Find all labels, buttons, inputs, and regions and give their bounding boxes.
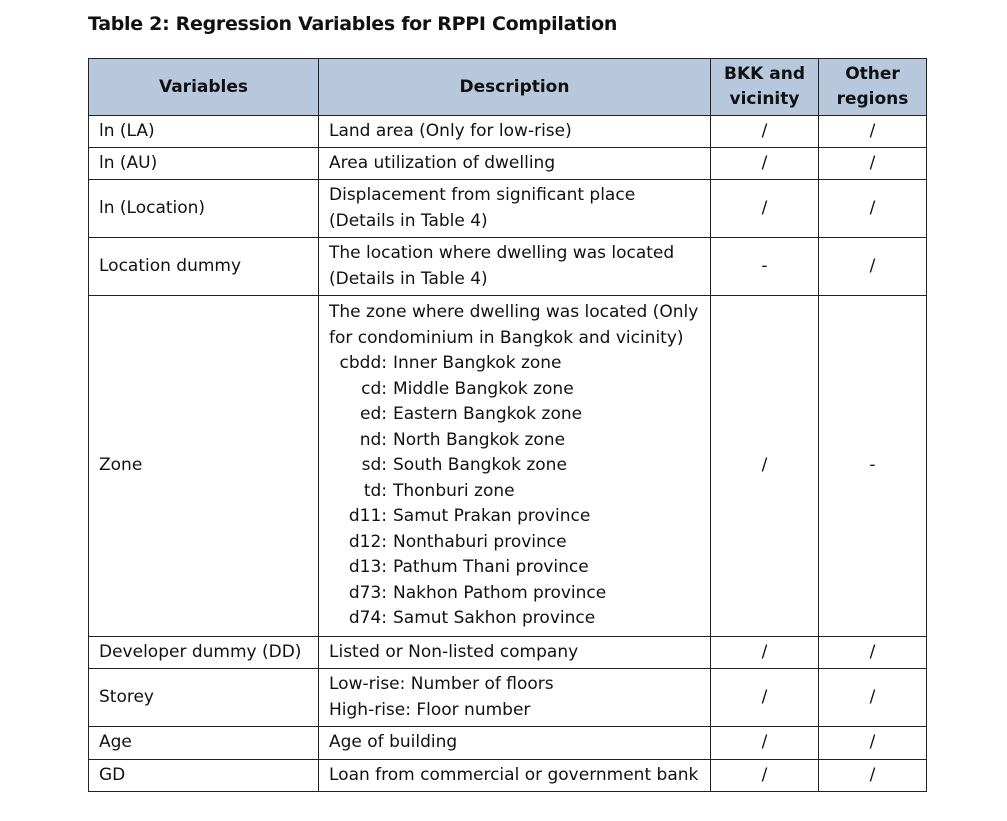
- zone-code: cbdd:: [339, 353, 387, 374]
- description-line: Loan from commercial or government bank: [329, 764, 699, 785]
- header-bkk-line1: BKK and: [724, 64, 805, 84]
- description-line: (Details in Table 4): [329, 210, 488, 231]
- description-cell: [319, 760, 711, 792]
- zone-item: [329, 453, 710, 479]
- zone-name: Nakhon Pathom province: [393, 582, 607, 603]
- zone-item: [329, 377, 710, 403]
- zone-item: [329, 504, 710, 530]
- bkk-mark: /: [711, 727, 819, 760]
- header-bkk-line2: vicinity: [729, 89, 800, 109]
- zone-name: Inner Bangkok zone: [393, 353, 562, 374]
- description-cell: [319, 238, 711, 296]
- other-mark: -: [819, 296, 927, 637]
- description-line: Listed or Non-listed company: [329, 641, 579, 662]
- bkk-mark: /: [711, 148, 819, 180]
- zone-code: td:: [363, 480, 387, 501]
- zone-name: Samut Prakan province: [393, 506, 591, 527]
- zone-item: [329, 530, 710, 556]
- variable-cell: Location dummy: [89, 238, 319, 296]
- table-row: [89, 296, 927, 637]
- description-line: Age of building: [329, 732, 458, 753]
- zone-code: d13:: [348, 557, 387, 578]
- zone-code: d12:: [348, 531, 387, 552]
- table-row: [89, 116, 927, 148]
- zone-item: [329, 402, 710, 428]
- variable-cell: GD: [89, 760, 319, 792]
- variable-cell: ln (LA): [89, 116, 319, 148]
- other-mark: /: [819, 760, 927, 792]
- variable-cell: ln (AU): [89, 148, 319, 180]
- description-line: for condominium in Bangkok and vicinity): [329, 327, 684, 348]
- bkk-mark: /: [711, 180, 819, 238]
- other-mark: /: [819, 116, 927, 148]
- description-cell: [319, 296, 711, 637]
- table-row: [89, 727, 927, 760]
- description-cell: [319, 727, 711, 760]
- table-title: Table 2: Regression Variables for RPPI Compilation: [88, 13, 618, 35]
- header-bkk-and-vicinity: [711, 59, 819, 116]
- table-row: [89, 180, 927, 238]
- description-line: The zone where dwelling was located (Only: [329, 302, 699, 323]
- zone-item: [329, 479, 710, 505]
- description-line: Area utilization of dwelling: [329, 152, 556, 173]
- table-row: [89, 637, 927, 669]
- variable-cell: ln (Location): [89, 180, 319, 238]
- table-row: [89, 238, 927, 296]
- zone-code: sd:: [361, 455, 387, 476]
- description-line: The location where dwelling was located: [329, 243, 675, 263]
- description-line: Low-rise: Number of floors: [329, 674, 554, 694]
- zone-code: d73:: [348, 582, 387, 603]
- other-mark: /: [819, 148, 927, 180]
- table-row: [89, 669, 927, 727]
- description-cell: [319, 669, 711, 727]
- zone-name: North Bangkok zone: [393, 429, 566, 450]
- zone-name: Middle Bangkok zone: [393, 378, 574, 399]
- table-header-row: [89, 59, 927, 116]
- variable-cell: Zone: [89, 296, 319, 637]
- zone-name: Pathum Thani province: [393, 557, 589, 578]
- header-description: Description: [319, 59, 711, 116]
- bkk-mark: /: [711, 760, 819, 792]
- bkk-mark: /: [711, 116, 819, 148]
- other-mark: /: [819, 727, 927, 760]
- other-mark: /: [819, 238, 927, 296]
- bkk-mark: -: [711, 238, 819, 296]
- header-other-line2: regions: [836, 89, 909, 109]
- zone-name: South Bangkok zone: [393, 455, 567, 476]
- table-row: [89, 148, 927, 180]
- description-cell: [319, 148, 711, 180]
- other-mark: /: [819, 669, 927, 727]
- zone-item: [329, 581, 710, 607]
- description-cell: [319, 637, 711, 669]
- description-line: Displacement from significant place: [329, 185, 636, 205]
- other-mark: /: [819, 180, 927, 238]
- description-cell: [319, 180, 711, 238]
- description-line: High-rise: Floor number: [329, 699, 531, 720]
- zone-name: Nonthaburi province: [393, 531, 567, 552]
- variable-cell: Age: [89, 727, 319, 760]
- header-other-regions: [819, 59, 927, 116]
- header-other-line1: Other: [845, 64, 900, 84]
- zone-code: d74:: [348, 608, 387, 629]
- zone-item: [329, 351, 710, 377]
- zone-code: d11:: [348, 506, 387, 527]
- zone-code: ed:: [360, 404, 387, 425]
- other-mark: /: [819, 637, 927, 669]
- zone-name: Eastern Bangkok zone: [393, 404, 583, 425]
- zone-name: Samut Sakhon province: [393, 608, 596, 629]
- zone-item: [329, 555, 710, 581]
- bkk-mark: /: [711, 296, 819, 637]
- description-line: (Details in Table 4): [329, 268, 488, 289]
- variable-cell: Developer dummy (DD): [89, 637, 319, 669]
- zone-item: [329, 606, 710, 632]
- bkk-mark: /: [711, 669, 819, 727]
- table-row: [89, 760, 927, 792]
- zone-name: Thonburi zone: [393, 480, 515, 501]
- header-variables: Variables: [89, 59, 319, 116]
- zone-item: [329, 428, 710, 454]
- zone-code: cd:: [361, 378, 387, 399]
- zone-code: nd:: [359, 429, 387, 450]
- description-line: Land area (Only for low-rise): [329, 120, 572, 141]
- description-cell: [319, 116, 711, 148]
- variable-cell: Storey: [89, 669, 319, 727]
- regression-variables-table: [88, 58, 927, 792]
- bkk-mark: /: [711, 637, 819, 669]
